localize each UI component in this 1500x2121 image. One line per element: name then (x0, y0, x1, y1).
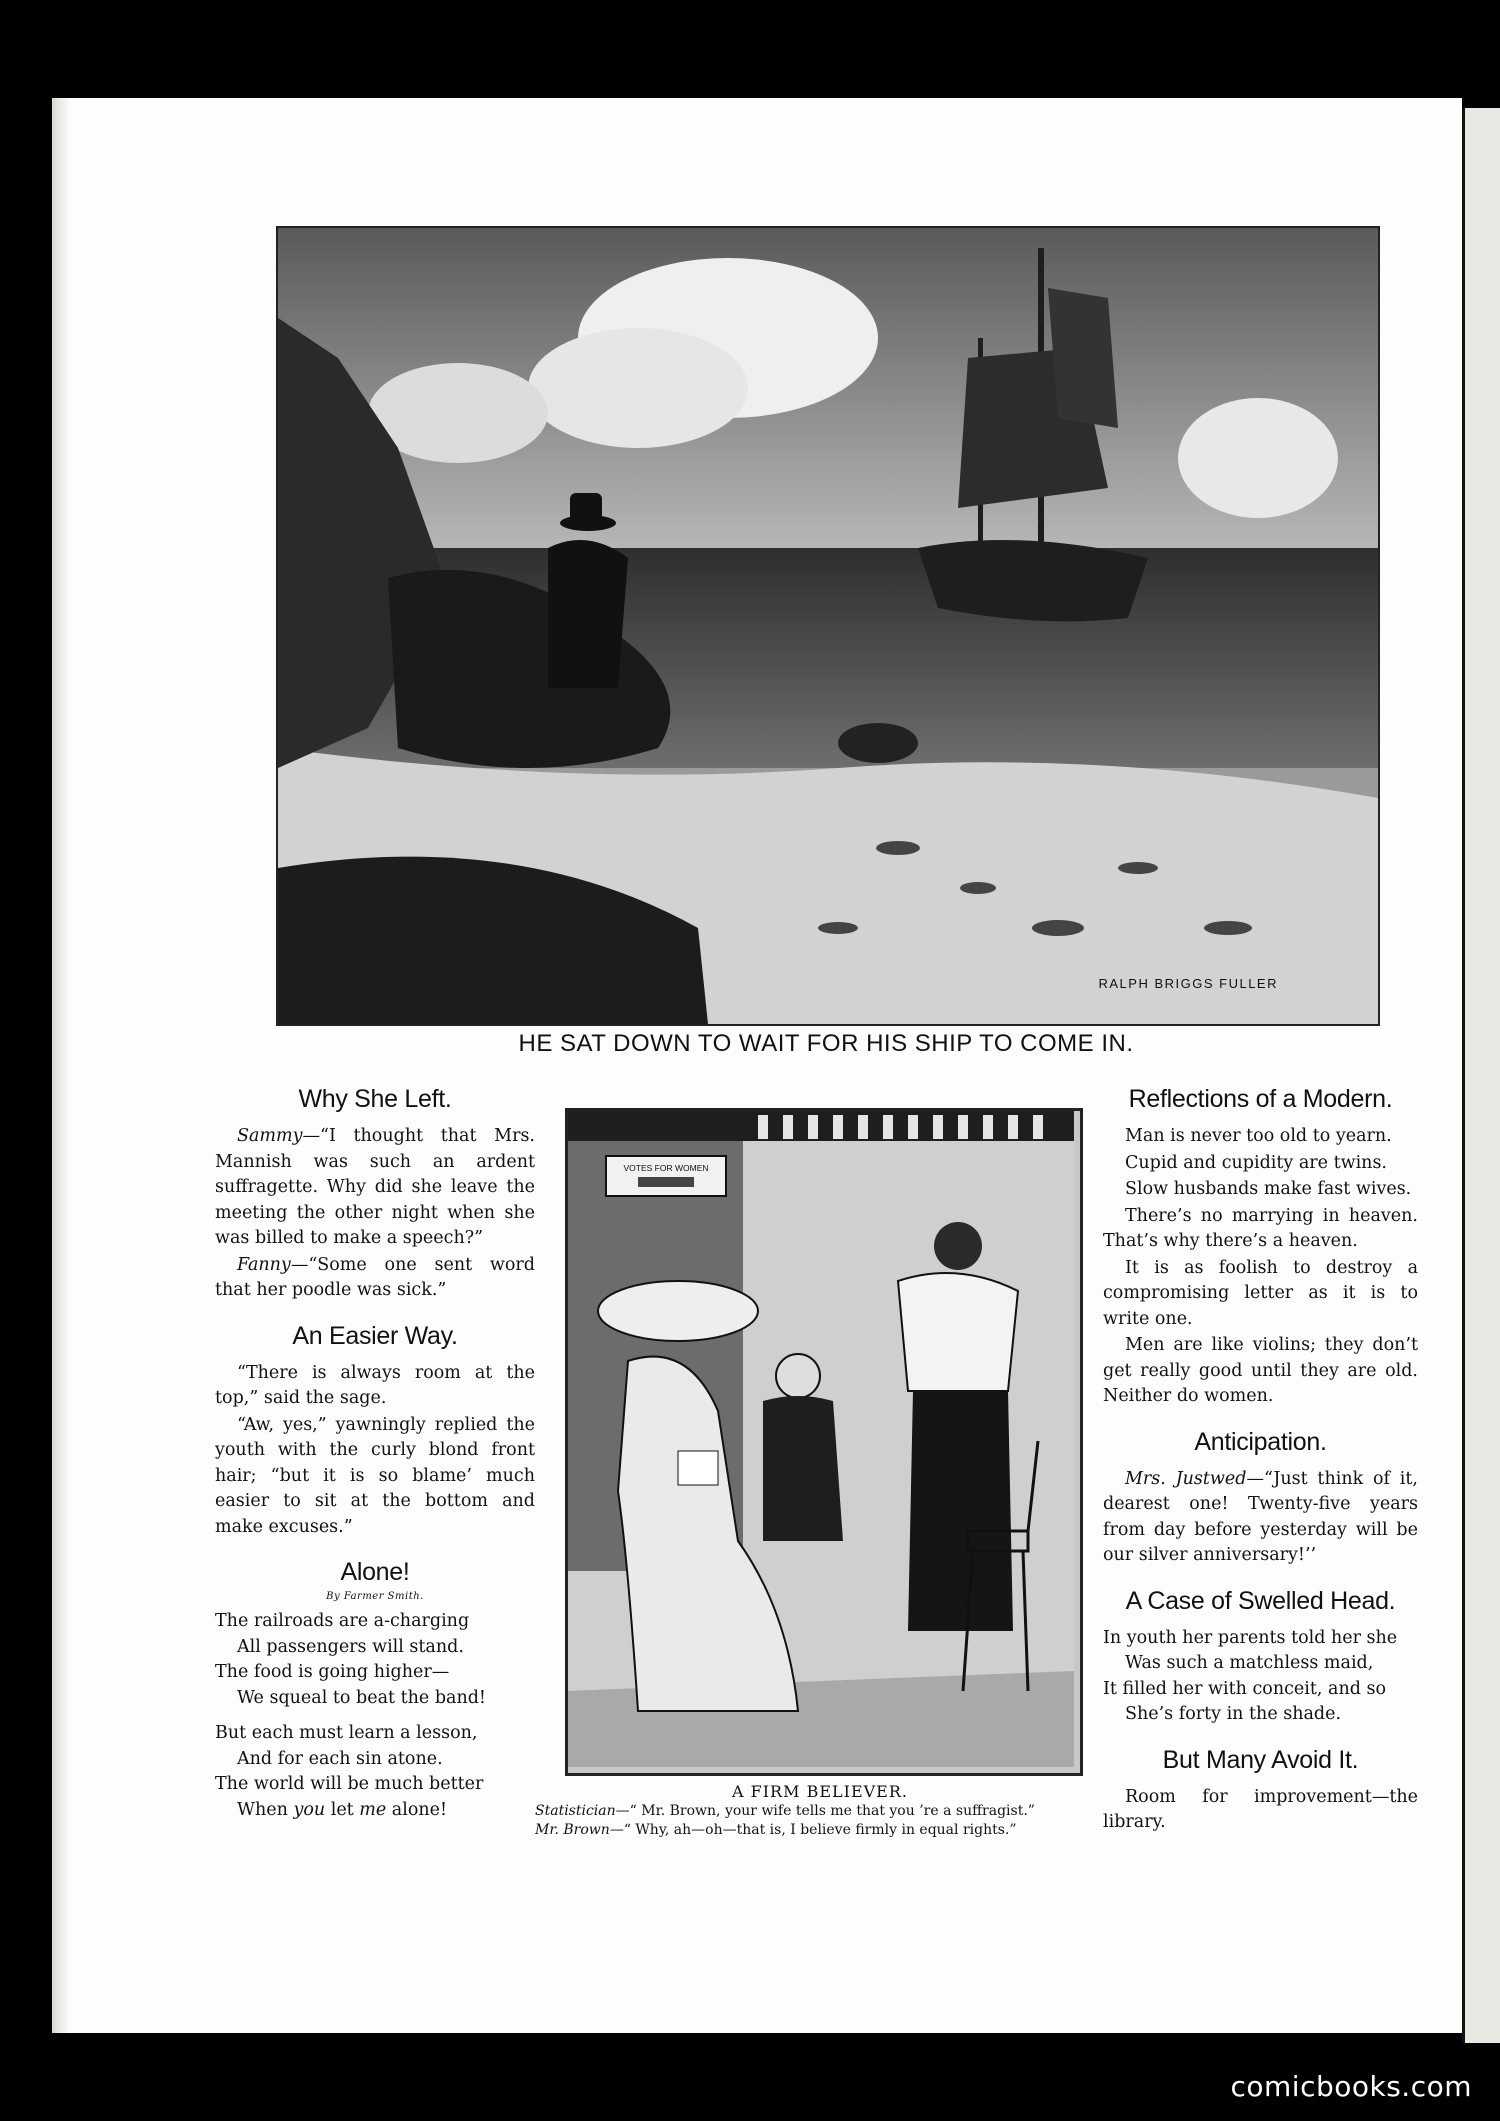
firm-believer-dialogue (535, 1802, 1105, 1840)
standing-woman (898, 1222, 1018, 1631)
poem-line: We squeal to beat the band! (237, 1687, 486, 1708)
easier-way-section (215, 1322, 535, 1541)
page-spine-shadow (52, 98, 70, 2033)
swelled-head-section (1103, 1587, 1418, 1728)
artist-signature: RALPH BRIGGS FULLER (1098, 976, 1278, 991)
easier-way-para2: “Aw, yes,” yawningly replied the youth with the curly blond front hair; “but it is so blame’ much easier to sit at the bottom and make excuses.” (215, 1414, 535, 1537)
verse-line: In youth her parents told her she (1103, 1627, 1398, 1648)
reflection-para: Man is never too old to yearn. (1125, 1126, 1392, 1146)
left-column (215, 1085, 535, 1841)
firm-believer-caption: A FIRM BELIEVER. (731, 1782, 908, 1801)
why-she-left-section (215, 1085, 535, 1304)
reflections-section (1103, 1085, 1418, 1410)
verse-line: Was such a matchless maid, (1125, 1653, 1374, 1673)
verse-line: It filled her with conceit, and so (1103, 1678, 1386, 1699)
poem-line: All passengers will stand. (237, 1636, 464, 1657)
alone-poem (215, 1558, 535, 1823)
poem-line: When you let me alone! (237, 1799, 448, 1820)
alone-title: Alone! (340, 1558, 410, 1586)
firm-believer-illustration (565, 1108, 1083, 1776)
easier-way-title: An Easier Way. (292, 1321, 458, 1350)
poem-line: The railroads are a-charging (215, 1611, 470, 1631)
easier-way-para1: “There is always room at the top,” said the sage. (215, 1362, 535, 1408)
anticipation-para: Mrs. Justwed—“Just think of it, dearest one! Twenty-five years from day before yesterday will be our silver anniversary!’’ (1103, 1468, 1418, 1565)
reflection-para: It is as foolish to destroy a compromising letter as it is to write one. (1103, 1257, 1418, 1329)
site-watermark: comicbooks.com (1230, 2070, 1472, 2103)
top-illustration-caption: HE SAT DOWN TO WAIT FOR HIS SHIP TO COME IN. (518, 1030, 1134, 1057)
why-she-left-para1: Sammy—“I thought that Mrs. Mannish was such an ardent suffragette. Why did she leave the meeting the other night when she was billed to make a speech?” (215, 1126, 535, 1248)
votes-for-women-sign (606, 1156, 726, 1196)
anticipation-section (1103, 1428, 1418, 1569)
alone-byline: By Farmer Smith. (326, 1591, 424, 1602)
reflection-para: Cupid and cupidity are twins. (1125, 1152, 1387, 1173)
poem-line: The food is going higher— (215, 1662, 450, 1682)
dialogue-line: Mr. Brown—“ Why, ah—oh—that is, I believe firmly in equal rights.” (535, 1822, 1017, 1838)
why-she-left-title: Why She Left. (298, 1085, 452, 1113)
poem-line: The world will be much better (215, 1774, 484, 1794)
avoid-section (1103, 1746, 1418, 1836)
avoid-title: But Many Avoid It. (1162, 1745, 1359, 1774)
verse-line: She’s forty in the shade. (1125, 1704, 1342, 1724)
svg-text:VOTES FOR WOMEN: VOTES FOR WOMEN (623, 1163, 709, 1173)
reflection-para: Slow husbands make fast wives. (1125, 1179, 1412, 1199)
swelled-head-title: A Case of Swelled Head. (1125, 1586, 1396, 1615)
seaside-illustration (276, 226, 1380, 1026)
why-she-left-para2: Fanny—“Some one sent word that her poodle was sick.” (215, 1254, 535, 1300)
reflections-title: Reflections of a Modern. (1128, 1085, 1393, 1113)
reflection-para: Men are like violins; they don’t get really good until they are old. Neither do women. (1103, 1335, 1418, 1406)
facing-page-edge (1462, 108, 1500, 2043)
reflection-para: There’s no marrying in heaven. That’s why there’s a heaven. (1103, 1205, 1418, 1251)
avoid-para: Room for improvement—the library. (1103, 1786, 1418, 1832)
dialogue-line: Statistician—“ Mr. Brown, your wife tells me that you ’re a suffragist.” (535, 1803, 1035, 1819)
poem-line: And for each sin atone. (237, 1748, 443, 1769)
right-column (1103, 1085, 1418, 1854)
anticipation-title: Anticipation. (1194, 1427, 1327, 1456)
poem-line: But each must learn a lesson, (215, 1723, 478, 1743)
